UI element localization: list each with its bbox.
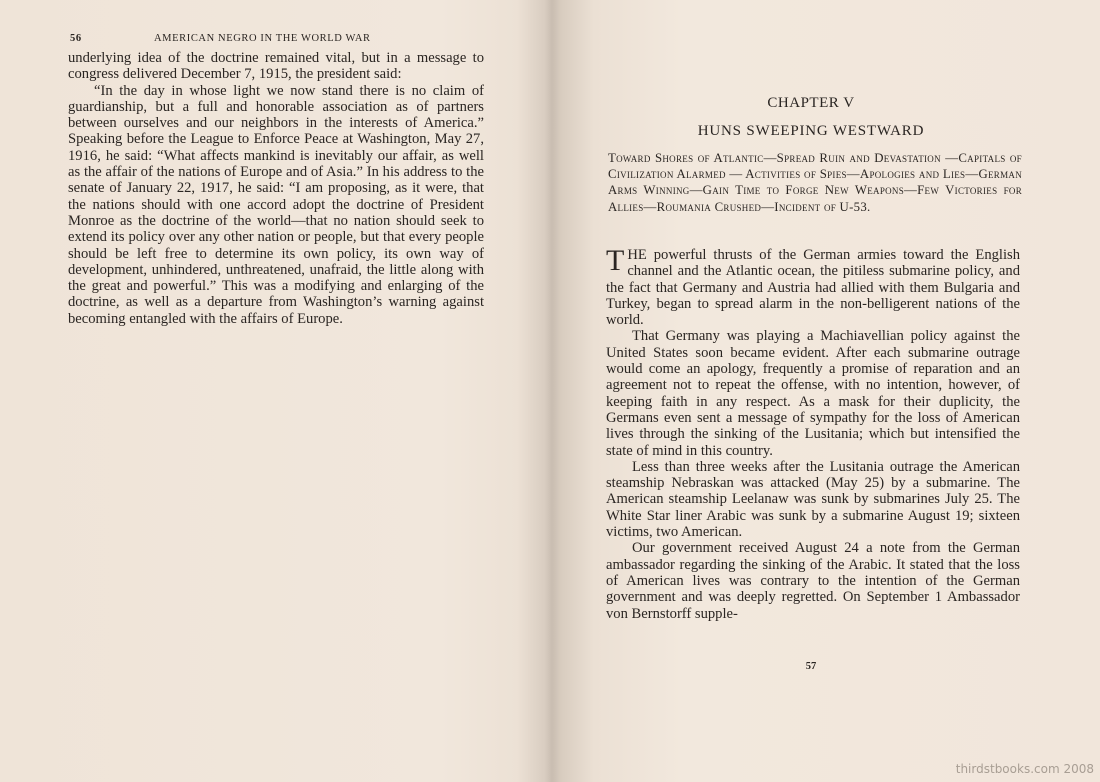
- page-number-left: 56: [70, 33, 82, 44]
- right-paragraph-1-text: HE powerful thrusts of the German armies toward the English channel and the Atlantic ocean, the pitiless submarine policy, and the fact that Germany and Austria had allied with them Bulgaria and Turkey, began to spread alarm in the non-belligerent nations of the world.: [606, 247, 1020, 329]
- left-paragraph-1: underlying idea of the doctrine remained vital, but in a message to congress delivered December 7, 1915, the president said:: [68, 50, 484, 83]
- right-paragraph-3: Less than three weeks after the Lusitania outrage the American steamship Nebraskan was attacked (May 25) by a submarine. The American steamship Leelanaw was sunk by submarines July 25. The White Star liner Arabic was sunk by a submarine August 19; sixteen victims, two American.: [606, 458, 1020, 541]
- page-number-right: 57: [805, 661, 817, 672]
- left-text-column: [68, 50, 484, 327]
- chapter-title: HUNS SWEEPING WESTWARD: [697, 123, 925, 139]
- chapter-number: CHAPTER V: [767, 95, 855, 111]
- right-page: [552, 0, 1100, 782]
- right-paragraph-1: [606, 244, 1020, 329]
- right-paragraph-2: That Germany was playing a Machiavellian policy against the United States soon became evident. After each submarine outrage would come an apology, frequently a promise of reparation and an agreement not to repeat the offense, with no intention, however, of keeping faith in any respect. As a mask for their duplicity, the Germans even sent a message of sympathy for the loss of American lives through the sinking of the Lusitania; which but intensified the state of mind in this country.: [606, 328, 1020, 459]
- left-paragraph-2: “In the day in whose light we now stand there is no claim of guardianship, but a full and honorable association as of partners between ourselves and our neighbors in the interests of America.” Speaking before the League to Enforce Peace at Washington, May 27, 1916, he said: “What affects mankind is inevitably our affair, as well as the affair of the nations of Europe and of Asia.” In his address to the senate of January 22, 1917, he said: “I am proposing, as it were, that the nations should with one accord adopt the doctrine of President Monroe as the doctrine of the world—that no nation should seek to extend its policy over any other nation or people, but that every people should be left free to determine its own policy, its own way of development, unhindered, unthreatened, unafraid, the little along with the great and powerful.” This was a modifying and enlarging of the doctrine, as well as a departure from Washington’s warning against becoming entangled with the affairs of Europe.: [68, 82, 484, 327]
- drop-cap: T: [606, 244, 625, 277]
- right-paragraph-4: Our government received August 24 a note from the German ambassador regarding the sinking of the Arabic. It stated that the loss of American lives was contrary to the intention of the German government and was deeply regretted. On September 1 Ambassador von Bernstorff supple-: [606, 540, 1020, 622]
- watermark: thirdstbooks.com 2008: [955, 762, 1094, 776]
- right-text-column: [606, 244, 1020, 622]
- chapter-synopsis: Toward Shores of Atlantic—Spread Ruin and Devastation —Capitals of Civilization Alarmed — Activities of Spies—Apologies and Lies—German Arms Winning—Gain Time to Forge New Weapons—Few Victories for Allies—Roumania Crushed—Incident of U-53.: [608, 151, 1022, 214]
- left-page: [0, 0, 548, 782]
- running-head-title: AMERICAN NEGRO IN THE WORLD WAR: [154, 33, 371, 44]
